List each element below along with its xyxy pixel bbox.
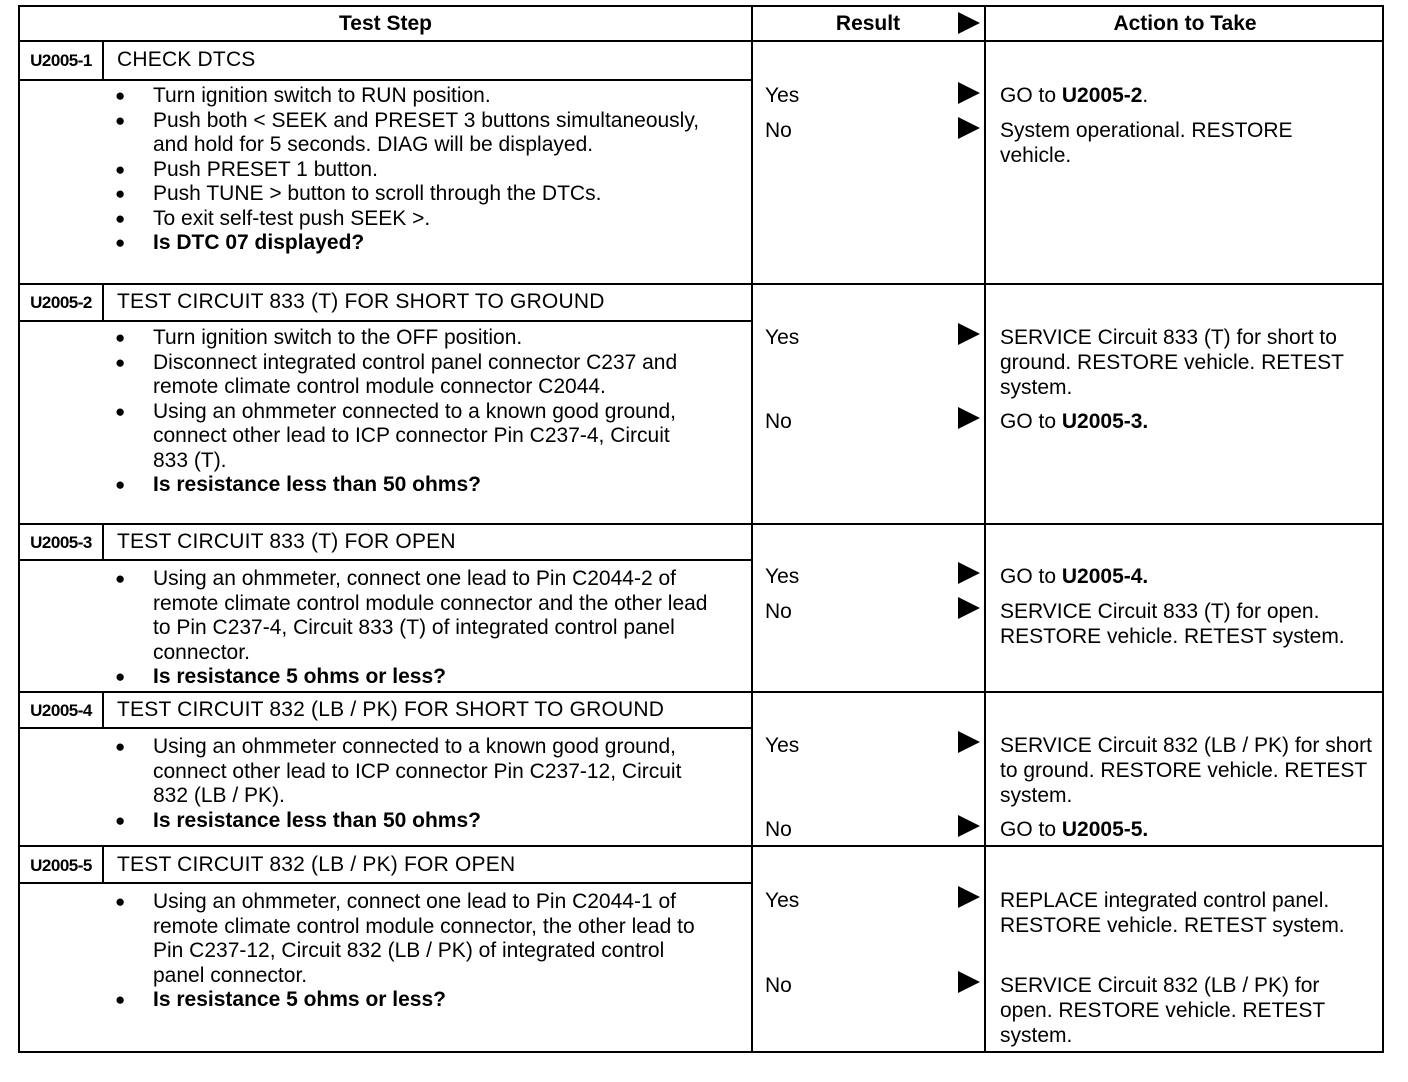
action-yes: SERVICE Circuit 833 (T) for short to ground. RESTORE vehicle. RETEST system. [1000, 326, 1344, 399]
result-yes: Yes [765, 734, 800, 757]
step-instructions [115, 567, 735, 690]
header-action: Action to Take [1113, 12, 1257, 35]
step-code: U2005-2 [30, 293, 92, 312]
step-question: ● Is resistance 5 ohms or less? [115, 988, 735, 1013]
title-divider [20, 559, 751, 561]
action-yes: SERVICE Circuit 832 (LB / PK) for short to ground. RESTORE vehicle. RETEST system. [1000, 734, 1372, 807]
arrow-icon [958, 731, 980, 753]
step-code: U2005-4 [30, 701, 92, 720]
title-divider [20, 79, 751, 81]
step-question: ● Is DTC 07 displayed? [115, 231, 735, 256]
arrow-icon [958, 815, 980, 837]
arrow-icon [958, 323, 980, 345]
arrow-icon [958, 82, 980, 104]
result-no: No [765, 974, 792, 997]
instruction-item: ● Push both < SEEK and PRESET 3 buttons simultaneously, and hold for 5 seconds. DIAG will be displayed. [115, 109, 713, 158]
header-divider [20, 40, 1384, 42]
instruction-item: ● Using an ohmmeter, connect one lead to Pin C2044-2 of remote climate control module connector and the other lead to Pin C237-4, Circuit 833 (T) of integrated control panel connector. [115, 567, 713, 665]
step-title: TEST CIRCUIT 833 (T) FOR SHORT TO GROUND [117, 290, 605, 313]
action-no: GO to U2005-5. [1000, 818, 1149, 841]
code-divider [102, 847, 104, 884]
code-divider [102, 693, 104, 729]
title-divider [20, 727, 751, 729]
header-result: Result [835, 12, 901, 35]
arrow-icon [958, 597, 980, 619]
step-instructions [115, 890, 735, 1013]
instruction-item: ● To exit self-test push SEEK >. [115, 207, 735, 232]
step-question: ● Is resistance 5 ohms or less? [115, 665, 735, 690]
instruction-item: ● Turn ignition switch to the OFF position. [115, 326, 735, 351]
instruction-item: ● Turn ignition switch to RUN position. [115, 84, 735, 109]
result-no: No [765, 119, 792, 142]
step-title: TEST CIRCUIT 832 (LB / PK) FOR SHORT TO GROUND [117, 698, 665, 721]
code-divider [102, 285, 104, 321]
step-question: ● Is resistance less than 50 ohms? [115, 809, 735, 834]
instruction-item: ● Using an ohmmeter, connect one lead to Pin C2044-1 of remote climate control module connector, the other lead to Pin C237-12, Circuit 832 (LB / PK) of integrated control panel connector. [115, 890, 713, 988]
step-title: CHECK DTCS [117, 48, 256, 71]
arrow-icon [958, 886, 980, 908]
row-divider [20, 691, 1384, 693]
title-divider [20, 320, 751, 322]
instruction-item: ● Using an ohmmeter connected to a known good ground, connect other lead to ICP connector Pin C237-12, Circuit 832 (LB / PK). [115, 735, 693, 809]
diagnostic-table [18, 5, 1384, 1053]
result-yes: Yes [765, 565, 800, 588]
arrow-icon [958, 12, 980, 34]
step-instructions [115, 84, 735, 256]
code-divider [102, 42, 104, 80]
result-no: No [765, 600, 792, 623]
arrow-icon [958, 407, 980, 429]
step-instructions [115, 735, 735, 833]
arrow-icon [958, 971, 980, 993]
instruction-item: ● Push TUNE > button to scroll through the DTCs. [115, 182, 735, 207]
result-yes: Yes [765, 84, 800, 107]
action-yes: GO to U2005-4. [1000, 565, 1149, 588]
step-code: U2005-5 [30, 856, 92, 875]
instruction-item: ● Disconnect integrated control panel connector C237 and remote climate control module connector C2044. [115, 351, 713, 400]
step-question: ● Is resistance less than 50 ohms? [115, 473, 735, 498]
row-divider [20, 283, 1384, 285]
action-no: SERVICE Circuit 832 (LB / PK) for open. RESTORE vehicle. RETEST system. [1000, 974, 1325, 1047]
result-no: No [765, 818, 792, 841]
action-yes: GO to U2005-2. [1000, 84, 1149, 107]
step-code: U2005-1 [30, 51, 92, 70]
column-divider [751, 7, 753, 1051]
row-divider [20, 523, 1384, 525]
step-title: TEST CIRCUIT 833 (T) FOR OPEN [117, 530, 456, 553]
header-test-step: Test Step [339, 12, 432, 35]
result-no: No [765, 410, 792, 433]
result-yes: Yes [765, 889, 800, 912]
action-no: System operational. RESTORE vehicle. [1000, 119, 1293, 167]
title-divider [20, 882, 751, 884]
arrow-icon [958, 117, 980, 139]
row-divider [20, 845, 1384, 847]
code-divider [102, 525, 104, 561]
result-yes: Yes [765, 326, 800, 349]
instruction-item: ● Using an ohmmeter connected to a known good ground, connect other lead to ICP connector Pin C237-4, Circuit 833 (T). [115, 400, 683, 474]
step-title: TEST CIRCUIT 832 (LB / PK) FOR OPEN [117, 853, 516, 876]
column-divider [984, 7, 986, 1051]
step-instructions [115, 326, 735, 498]
action-yes: REPLACE integrated control panel. RESTORE vehicle. RETEST system. [1000, 889, 1345, 937]
step-code: U2005-3 [30, 533, 92, 552]
instruction-item: ● Push PRESET 1 button. [115, 158, 735, 183]
arrow-icon [958, 562, 980, 584]
action-no: GO to U2005-3. [1000, 410, 1149, 433]
action-no: SERVICE Circuit 833 (T) for open. RESTORE vehicle. RETEST system. [1000, 600, 1345, 648]
